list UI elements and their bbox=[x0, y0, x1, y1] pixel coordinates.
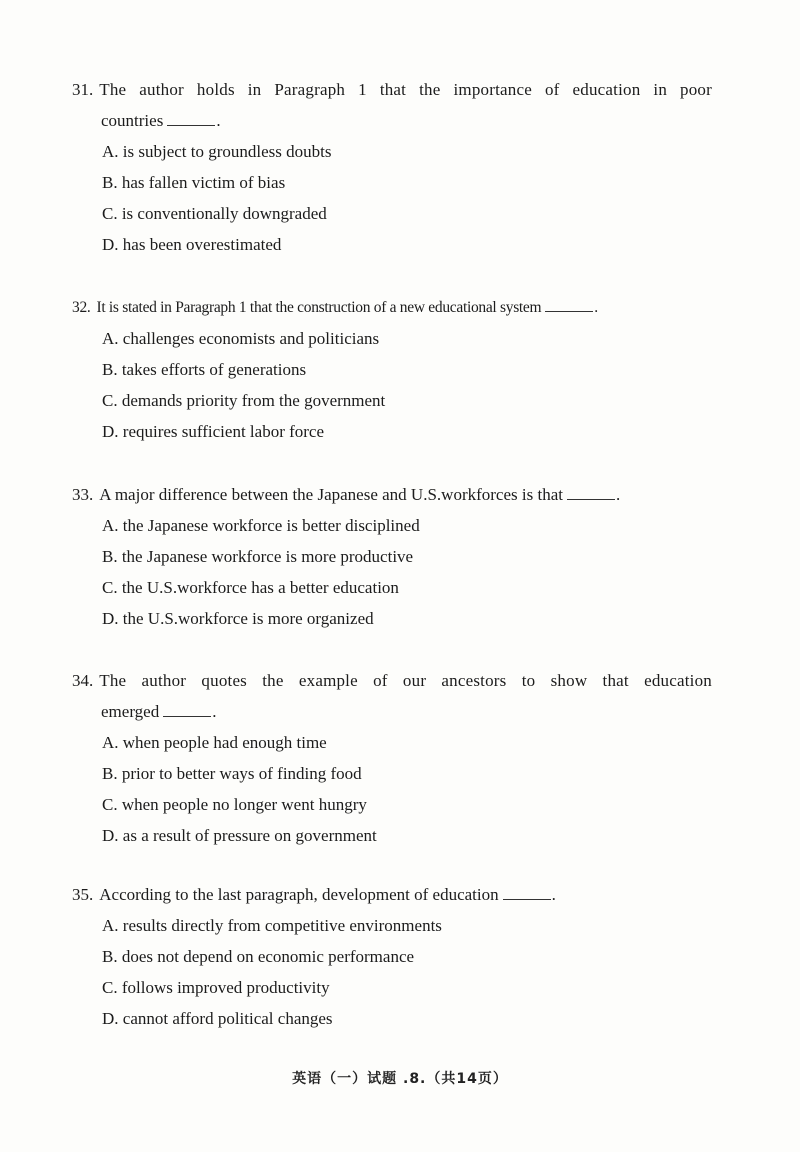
option-list bbox=[72, 727, 712, 851]
question-number: 33. bbox=[72, 485, 94, 504]
question-34 bbox=[72, 665, 712, 851]
option-d: D. requires sufficient labor force bbox=[102, 422, 325, 441]
question-number: 32. bbox=[72, 299, 91, 316]
question-stem-line2: emerged bbox=[101, 702, 160, 721]
option-b: B. prior to better ways of finding food bbox=[102, 764, 362, 783]
question-31 bbox=[72, 74, 712, 260]
question-stem-body bbox=[96, 292, 712, 323]
option-c: C. when people no longer went hungry bbox=[102, 795, 367, 814]
question-number: 34. bbox=[72, 671, 94, 690]
option-b: B. does not depend on economic performance bbox=[102, 947, 415, 966]
question-stem-line2: countries bbox=[101, 111, 164, 130]
option-c: C. follows improved productivity bbox=[102, 978, 330, 997]
answer-blank bbox=[503, 885, 551, 900]
option-a: A. results directly from competitive environments bbox=[102, 916, 442, 935]
answer-blank bbox=[567, 485, 615, 500]
question-stem bbox=[72, 665, 712, 696]
question-stem-continuation bbox=[72, 696, 712, 727]
answer-blank bbox=[163, 702, 211, 717]
question-stem bbox=[72, 74, 712, 105]
option-d: D. as a result of pressure on government bbox=[102, 826, 377, 845]
option-a: A. when people had enough time bbox=[102, 733, 327, 752]
question-32 bbox=[72, 292, 712, 447]
question-stem bbox=[72, 479, 712, 510]
page-footer: 英语（一）试题 .8.（共14页） bbox=[292, 1071, 508, 1087]
option-a: A. is subject to groundless doubts bbox=[102, 142, 332, 161]
question-stem-line1: The author holds in Paragraph 1 that the importance of education in poor bbox=[99, 80, 712, 99]
question-stem-line1: The author quotes the example of our ancestors to show that education bbox=[99, 671, 712, 690]
option-c: C. is conventionally downgraded bbox=[102, 204, 327, 223]
question-stem-text: According to the last paragraph, development of education bbox=[99, 885, 499, 904]
question-end-mark: . bbox=[615, 485, 621, 504]
option-list bbox=[72, 510, 712, 634]
question-end-mark: . bbox=[551, 885, 556, 904]
option-a: A. the Japanese workforce is better disciplined bbox=[102, 516, 420, 535]
question-stem-text: A major difference between the Japanese and U.S.workforces is that bbox=[99, 485, 563, 504]
question-stem-continuation bbox=[72, 105, 712, 136]
option-d: D. the U.S.workforce is more organized bbox=[102, 609, 374, 628]
question-number: 35. bbox=[72, 885, 94, 904]
option-b: B. has fallen victim of bias bbox=[102, 173, 286, 192]
option-b: B. the Japanese workforce is more productive bbox=[102, 547, 414, 566]
option-list bbox=[72, 323, 712, 447]
answer-blank bbox=[167, 111, 215, 126]
option-d: D. has been overestimated bbox=[102, 235, 282, 254]
option-list bbox=[72, 136, 712, 260]
option-c: C. demands priority from the government bbox=[102, 391, 386, 410]
option-b: B. takes efforts of generations bbox=[102, 360, 307, 379]
question-stem bbox=[72, 879, 712, 910]
question-stem-body bbox=[99, 479, 712, 510]
option-list bbox=[72, 910, 712, 1034]
option-d: D. cannot afford political changes bbox=[102, 1009, 333, 1028]
question-stem-body bbox=[99, 879, 712, 910]
option-c: C. the U.S.workforce has a better education bbox=[102, 578, 399, 597]
question-35 bbox=[72, 879, 712, 1034]
option-a: A. challenges economists and politicians bbox=[102, 329, 380, 348]
answer-blank bbox=[545, 297, 593, 312]
question-33 bbox=[72, 479, 712, 634]
question-end-mark: . bbox=[216, 111, 221, 130]
question-end-mark: . bbox=[212, 702, 217, 721]
question-number: 31. bbox=[72, 80, 94, 99]
question-stem bbox=[72, 292, 712, 323]
question-stem-text: It is stated in Paragraph 1 that the construction of a new educational system bbox=[96, 299, 542, 316]
question-end-mark: . bbox=[594, 299, 598, 316]
